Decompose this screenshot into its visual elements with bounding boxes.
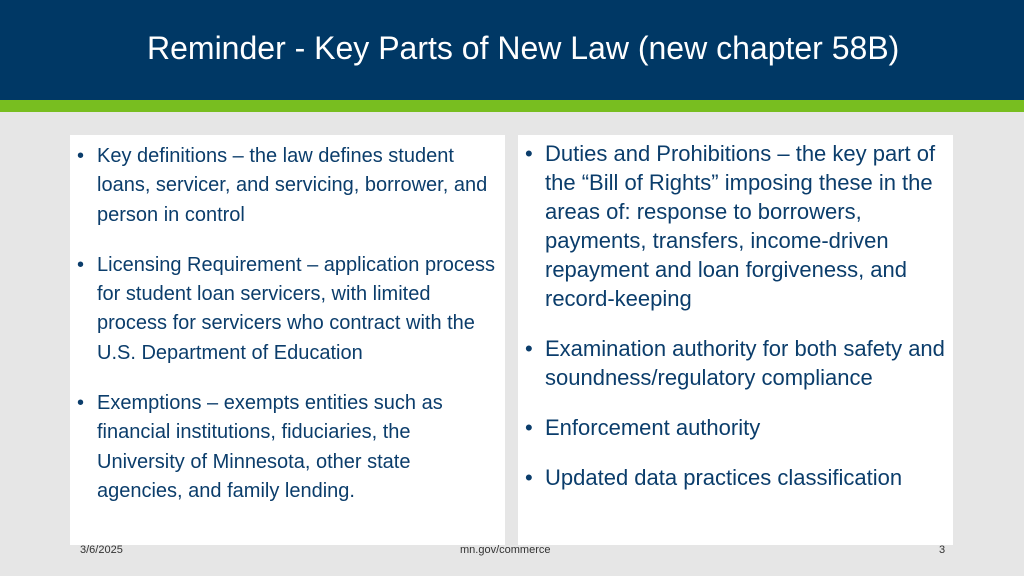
bullet-item [77, 251, 497, 368]
bullet-text: Examination authority for both safety and soundness/regulatory compliance [545, 336, 945, 390]
bullet-item [77, 142, 497, 230]
bullet-icon: • [77, 253, 85, 276]
bullet-text: Enforcement authority [545, 415, 761, 440]
bullet-icon: • [525, 415, 533, 440]
bullet-text: Duties and Prohibitions – the key part of the “Bill of Rights” imposing these in the areas of: response to borrowers, payments, transfers, income-driven repayment and loan forgiveness, and record-keeping [545, 141, 936, 311]
footer-date: 3/6/2025 [80, 544, 123, 556]
left-content-panel [70, 135, 505, 545]
left-bullet-list [77, 142, 497, 527]
accent-bar [0, 100, 1024, 112]
right-content-panel [518, 135, 953, 545]
bullet-text: Updated data practices classification [545, 465, 903, 490]
bullet-text: Licensing Requirement – application process for student loan servicers, with limited process for servicers who contract with the U.S. Department of Education [97, 253, 496, 364]
bullet-item [525, 463, 945, 492]
bullet-item [525, 413, 945, 442]
bullet-icon: • [525, 465, 533, 490]
bullet-icon: • [525, 336, 533, 361]
slide-header [0, 0, 1024, 100]
footer-site-url: mn.gov/commerce [460, 544, 551, 556]
footer-page-number: 3 [939, 544, 946, 556]
bullet-item [525, 139, 945, 313]
bullet-text: Key definitions – the law defines student loans, servicer, and servicing, borrower, and person in control [97, 145, 488, 226]
bullet-icon: • [77, 145, 85, 167]
bullet-item [525, 334, 945, 392]
bullet-icon: • [77, 392, 85, 415]
right-bullet-list [525, 139, 945, 513]
bullet-text: Exemptions – exempts entities such as financial institutions, fiduciaries, the University of Minnesota, other state agencies, and family lending. [97, 392, 443, 502]
bullet-item [77, 389, 497, 506]
bullet-icon: • [525, 141, 533, 166]
slide-title: Reminder - Key Parts of New Law (new chapter 58B) [147, 30, 900, 66]
